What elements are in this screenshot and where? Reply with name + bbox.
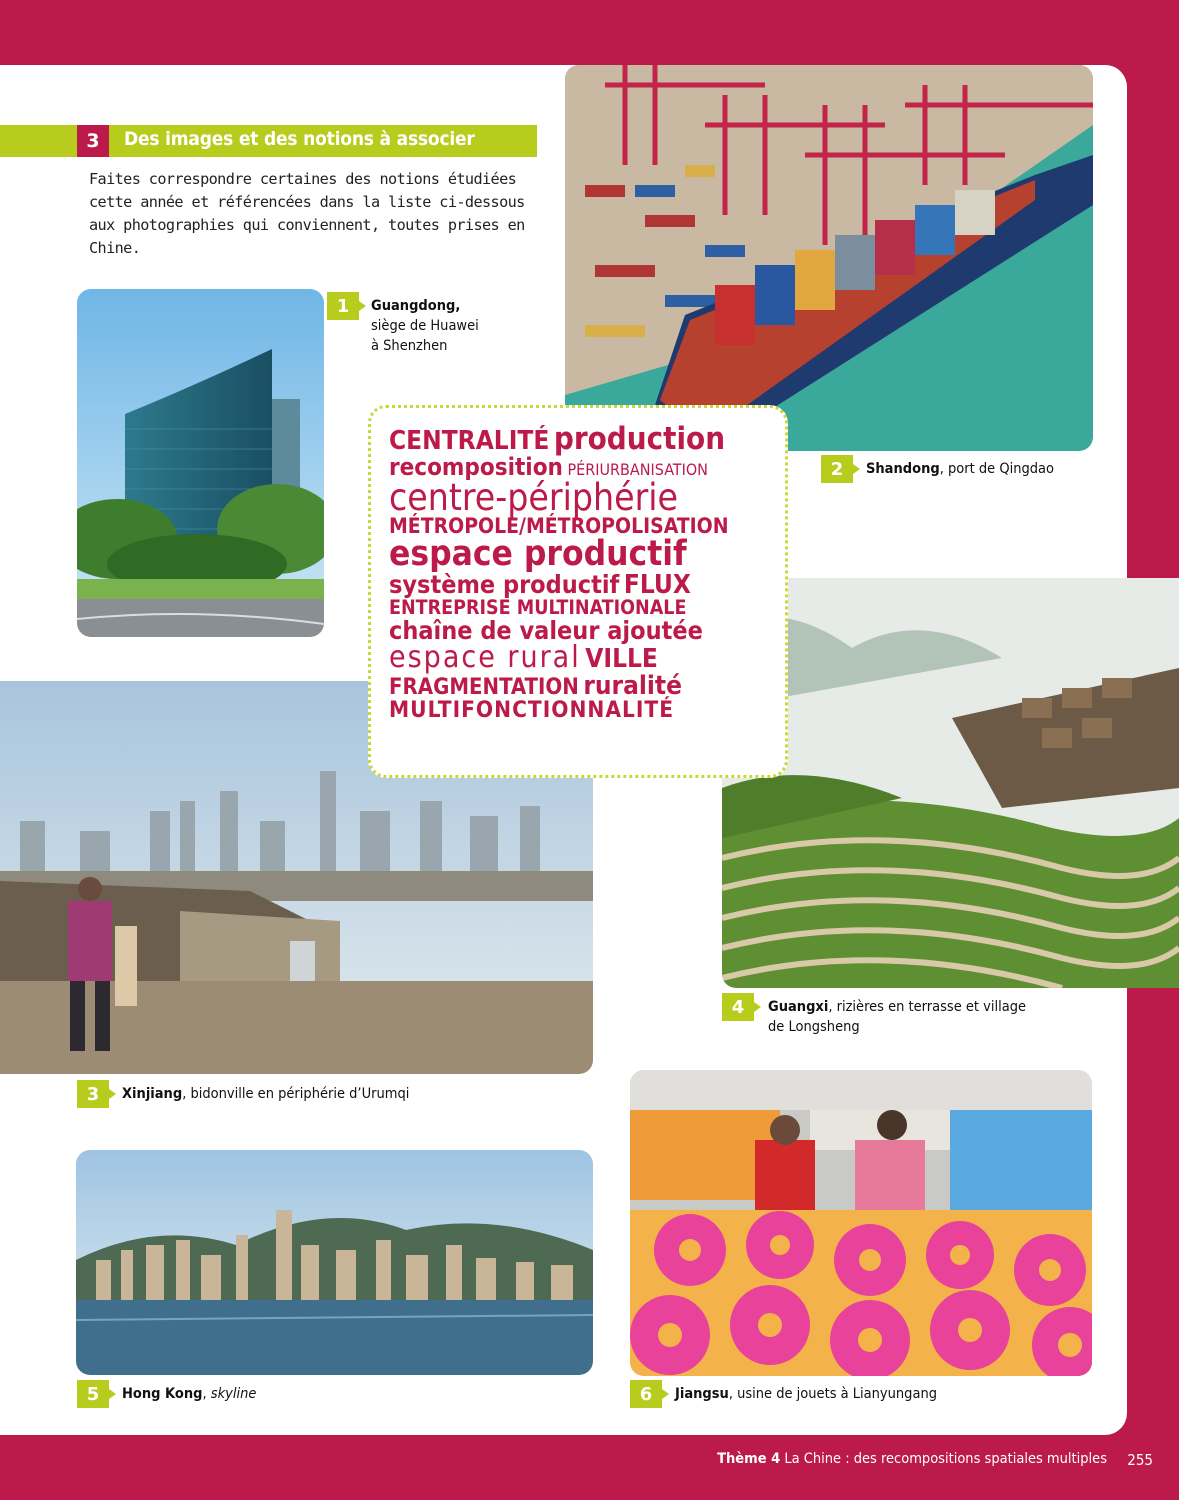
photo-1-desc: siège de Huawei <box>371 318 479 334</box>
notion-flux: FLUX <box>623 570 691 600</box>
photo-1-place: Guangdong, <box>371 298 461 314</box>
footer-theme-title: La Chine : des recompositions spatiales multiples <box>780 1451 1107 1467</box>
photo-1-number: 1 <box>327 292 359 320</box>
page-number: 255 <box>1127 1451 1153 1469</box>
notion-multifonctionnalite: MULTIFONCTIONNALITÉ <box>389 696 675 723</box>
photo-2-caption <box>866 459 1054 479</box>
photo-3-place: Xinjiang <box>122 1086 183 1102</box>
notion-chaine-valeur: chaîne de valeur ajoutée <box>389 615 703 645</box>
photo-3-number: 3 <box>77 1080 109 1108</box>
notion-recomposition: recomposition <box>389 453 563 481</box>
notion-periurbanisation: PÉRIURBANISATION <box>567 460 708 479</box>
photo-5-desc: , <box>202 1386 211 1402</box>
photo-toy-factory <box>630 1070 1092 1376</box>
notion-fragmentation: FRAGMENTATION <box>389 674 579 700</box>
notion-espace-productif: espace productif <box>389 534 687 574</box>
photo-5-number: 5 <box>77 1380 109 1408</box>
photo-6-caption <box>675 1384 937 1404</box>
footer-theme <box>717 1451 1107 1467</box>
photo-6-number: 6 <box>630 1380 662 1408</box>
notion-entreprise-multinationale: ENTREPRISE MULTINATIONALE <box>389 596 687 619</box>
photo-4-caption <box>768 997 1026 1037</box>
photo-huawei-headquarters <box>77 289 324 637</box>
footer-theme-label: Thème 4 <box>717 1451 781 1467</box>
exercise-number: 3 <box>77 125 109 157</box>
photo-2-desc: , port de Qingdao <box>939 461 1055 477</box>
photo-hong-kong-skyline <box>76 1150 593 1375</box>
notion-systeme-productif: système productif <box>389 570 620 599</box>
exercise-instructions: Faites correspondre certaines des notions étudiées cette année et référencées dans la liste ci-dessous aux photographies qui conviennent, toutes prises en Chine. <box>89 170 525 257</box>
photo-qingdao-port <box>565 65 1093 451</box>
photo-5-place: Hong Kong <box>122 1386 203 1402</box>
notions-word-box <box>368 405 788 778</box>
notion-ruralite: ruralité <box>583 670 682 701</box>
photo-4-desc2: de Longsheng <box>768 1019 860 1035</box>
photo-5-caption <box>122 1384 256 1404</box>
photo-4-number: 4 <box>722 993 754 1021</box>
photo-4-place: Guangxi <box>768 999 829 1015</box>
notion-metropole: MÉTROPOLE/MÉTROPOLISATION <box>389 514 729 538</box>
notion-espace-rural: espace rural <box>389 639 581 675</box>
photo-4-desc: , rizières en terrasse et village <box>828 999 1027 1015</box>
photo-3-caption <box>122 1084 409 1104</box>
photo-6-desc: , usine de jouets à Lianyungang <box>728 1386 938 1402</box>
photo-3-desc: , bidonville en périphérie d’Urumqi <box>182 1086 410 1102</box>
notion-ville: VILLE <box>585 643 658 674</box>
notion-centre-peripherie: centre-périphérie <box>389 476 678 519</box>
photo-2-number: 2 <box>821 455 853 483</box>
photo-1-caption <box>371 296 479 356</box>
exercise-title: Des images et des notions à associer <box>124 128 475 150</box>
notion-production: production <box>553 421 726 457</box>
notion-centralite: CENTRALITÉ <box>389 426 550 456</box>
photo-2-place: Shandong <box>866 461 940 477</box>
photo-5-desc-italic: skyline <box>210 1386 257 1402</box>
photo-longsheng-terraces <box>722 578 1179 988</box>
photo-6-place: Jiangsu <box>675 1386 729 1402</box>
photo-1-desc2: à Shenzhen <box>371 338 448 354</box>
